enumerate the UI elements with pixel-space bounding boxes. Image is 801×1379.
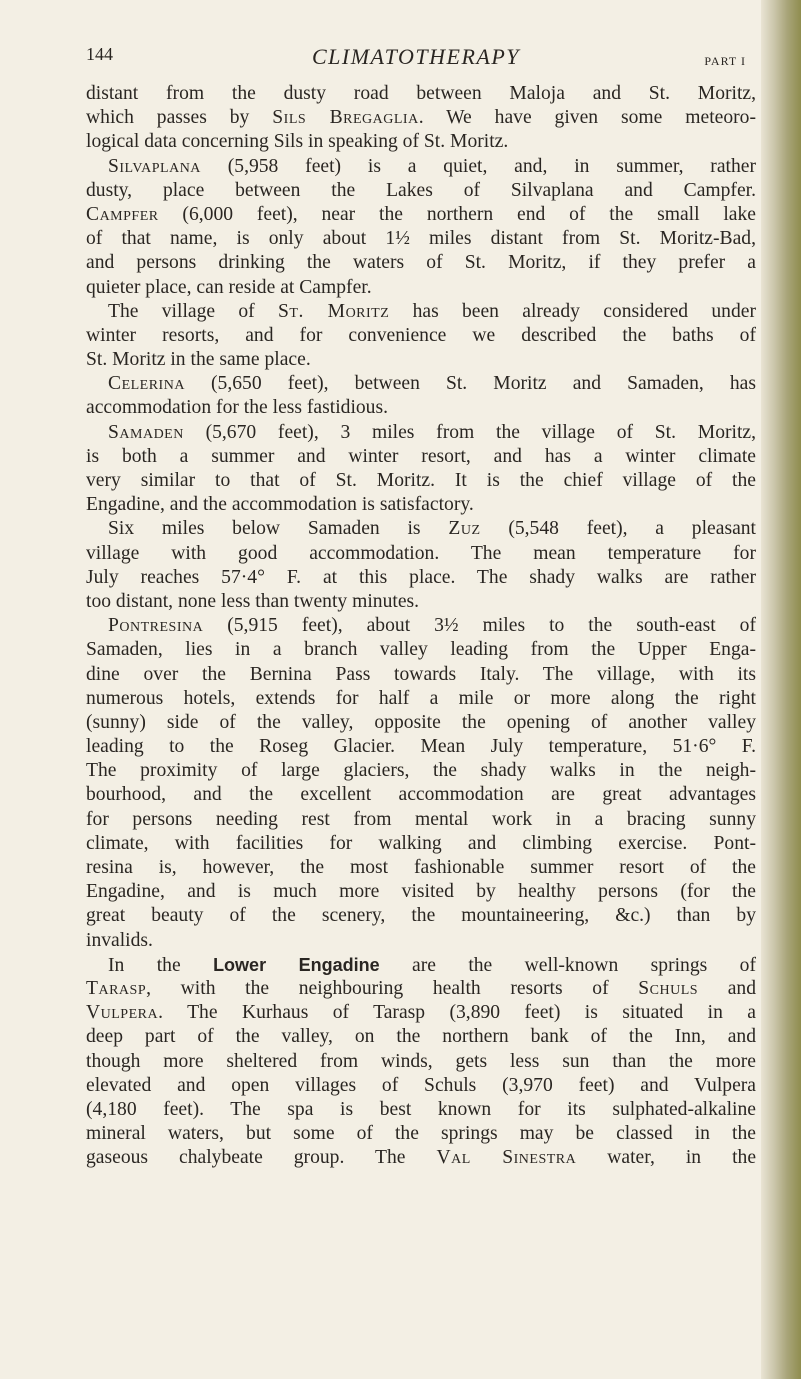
text-run: of that name, is only about 1½ miles distant from St. Moritz-Bad, — [86, 228, 756, 250]
page-header — [86, 44, 746, 74]
text-run: and — [698, 977, 756, 999]
text-run: (sunny) side of the valley, opposite the opening of another valley — [86, 711, 756, 733]
text-line — [86, 203, 756, 227]
text-run: has been already considered under — [389, 300, 756, 322]
text-line — [86, 324, 756, 348]
text-line — [86, 348, 756, 372]
text-line — [86, 130, 756, 154]
text-line — [86, 469, 756, 493]
text-run: Engadine, and the accommodation is satisfactory. — [86, 494, 474, 516]
text-run: The village of — [108, 300, 278, 322]
text-run: gaseous chalybeate group. The — [86, 1147, 437, 1169]
text-run: Six miles below Samaden is — [108, 518, 449, 540]
text-run: (6,000 feet), near the northern end of the small lake — [158, 203, 756, 225]
text-run: village with good accommodation. The mean temperature for — [86, 542, 756, 564]
text-run: numerous hotels, extends for half a mile or more along the right — [86, 687, 756, 709]
emphasized-text: Lower Engadine — [213, 954, 380, 975]
text-line — [86, 106, 756, 130]
text-run: which passes by — [86, 107, 273, 129]
text-line — [86, 1146, 756, 1170]
running-title: CLIMATOTHERAPY — [312, 44, 521, 69]
text-run: distant from the dusty road between Maloja and St. Moritz, — [86, 83, 756, 104]
text-line — [86, 1122, 756, 1146]
text-run: deep part of the valley, on the northern bank of the Inn, and — [86, 1026, 756, 1048]
text-line — [86, 1001, 756, 1025]
text-line — [86, 251, 756, 275]
text-line — [86, 856, 756, 880]
text-run: invalids. — [86, 929, 153, 951]
page-edge-shadow — [761, 0, 801, 1379]
text-line — [86, 904, 756, 928]
text-run: bourhood, and the excellent accommodation are great advantages — [86, 784, 756, 806]
text-run: climate, with facilities for walking and climbing exercise. Pont- — [86, 832, 756, 854]
text-run: dine over the Bernina Pass towards Italy. The village, with its — [86, 663, 756, 685]
text-line — [86, 808, 756, 832]
text-line — [86, 1025, 756, 1049]
text-run: mineral waters, but some of the springs may be classed in the — [86, 1123, 756, 1145]
emphasized-text: Vulpera — [86, 1002, 159, 1024]
text-line — [86, 929, 756, 953]
text-line — [86, 880, 756, 904]
text-line — [86, 445, 756, 469]
text-line — [86, 421, 756, 445]
text-line — [86, 735, 756, 759]
emphasized-text: Schuls — [638, 977, 699, 999]
text-line — [86, 1050, 756, 1074]
text-run: (5,915 feet), about 3½ miles to the south-east of — [203, 615, 756, 637]
text-line — [86, 759, 756, 783]
text-run: great beauty of the scenery, the mountaineering, &c.) than by — [86, 905, 756, 927]
text-run: In the — [108, 954, 214, 976]
text-line — [86, 1098, 756, 1122]
emphasized-text: Sils Bregaglia — [272, 107, 419, 129]
text-run: elevated and open villages of Schuls (3,970 feet) and Vulpera — [86, 1074, 756, 1096]
body-text — [86, 82, 756, 1170]
text-run: and persons drinking the waters of St. Moritz, if they prefer a — [86, 252, 756, 274]
text-line — [86, 396, 756, 420]
text-line — [86, 179, 756, 203]
text-line — [86, 155, 756, 179]
text-line — [86, 953, 756, 977]
emphasized-text: Samaden — [108, 421, 184, 443]
text-line — [86, 977, 756, 1001]
text-line — [86, 614, 756, 638]
text-run: accommodation for the less fastidious. — [86, 397, 389, 419]
emphasized-text: Val Sinestra — [436, 1147, 577, 1169]
emphasized-text: Celerina — [108, 373, 185, 395]
text-run: for persons needing rest from mental work in a bracing sunny — [86, 808, 756, 830]
text-line — [86, 276, 756, 300]
emphasized-text: St. Moritz — [278, 300, 390, 322]
text-run: too distant, none less than twenty minutes. — [86, 590, 420, 612]
text-run: leading to the Roseg Glacier. Mean July temperature, 51·6° F. — [86, 736, 756, 758]
page-number: 144 — [86, 44, 113, 64]
text-run: though more sheltered from winds, gets less sun than the more — [86, 1050, 756, 1072]
text-run: Samaden, lies in a branch valley leading from the Upper Enga- — [86, 639, 756, 661]
text-line — [86, 832, 756, 856]
text-run: (5,670 feet), 3 miles from the village of St. Moritz, — [183, 421, 756, 443]
text-run: very similar to that of St. Moritz. It is the chief village of the — [86, 470, 756, 491]
text-run: resina is, however, the most fashionable summer resort of the — [86, 857, 756, 878]
text-line — [86, 711, 756, 735]
emphasized-text: Pontresina — [108, 615, 204, 637]
text-line — [86, 590, 756, 614]
text-line — [86, 783, 756, 807]
text-run: are the well-known springs of — [379, 954, 756, 976]
text-run: logical data concerning Sils in speaking of St. Moritz. — [86, 131, 509, 153]
text-line — [86, 372, 756, 396]
part-label: PART I — [704, 54, 746, 68]
text-run: . We have given some meteoro- — [418, 107, 756, 129]
text-run: (5,650 feet), between St. Moritz and Samaden, has — [184, 373, 756, 395]
emphasized-text: Tarasp — [86, 977, 147, 999]
text-run: is both a summer and winter resort, and has a winter climate — [86, 445, 756, 467]
text-run: water, in the — [576, 1147, 756, 1169]
text-line — [86, 493, 756, 517]
text-line — [86, 542, 756, 566]
text-run: dusty, place between the Lakes of Silvaplana and Campfer. — [86, 179, 756, 201]
text-line — [86, 687, 756, 711]
text-line — [86, 638, 756, 662]
text-run: winter resorts, and for convenience we described the baths of — [86, 324, 756, 346]
text-run: The proximity of large glaciers, the shady walks in the neigh- — [86, 760, 756, 782]
text-run: (5,548 feet), a pleasant — [480, 518, 756, 540]
text-run: (4,180 feet). The spa is best known for its sulphated-alkaline — [86, 1098, 756, 1120]
text-run: Engadine, and is much more visited by healthy persons (for the — [86, 881, 756, 903]
text-line — [86, 1074, 756, 1098]
emphasized-text: Campfer — [86, 203, 159, 225]
text-line — [86, 227, 756, 251]
emphasized-text: Silvaplana — [108, 155, 201, 177]
text-run: (5,958 feet) is a quiet, and, in summer, rather — [200, 155, 756, 177]
text-line — [86, 566, 756, 590]
text-run: . The Kurhaus of Tarasp (3,890 feet) is situated in a — [158, 1002, 756, 1024]
text-run: St. Moritz in the same place. — [86, 349, 311, 371]
text-line — [86, 663, 756, 687]
emphasized-text: Zuz — [448, 518, 481, 540]
text-line — [86, 300, 756, 324]
text-line — [86, 82, 756, 106]
text-run: July reaches 57·4° F. at this place. The shady walks are rather — [86, 566, 756, 588]
text-run: , with the neighbouring health resorts of — [146, 977, 639, 999]
text-line — [86, 517, 756, 541]
text-run: quieter place, can reside at Campfer. — [86, 276, 372, 298]
